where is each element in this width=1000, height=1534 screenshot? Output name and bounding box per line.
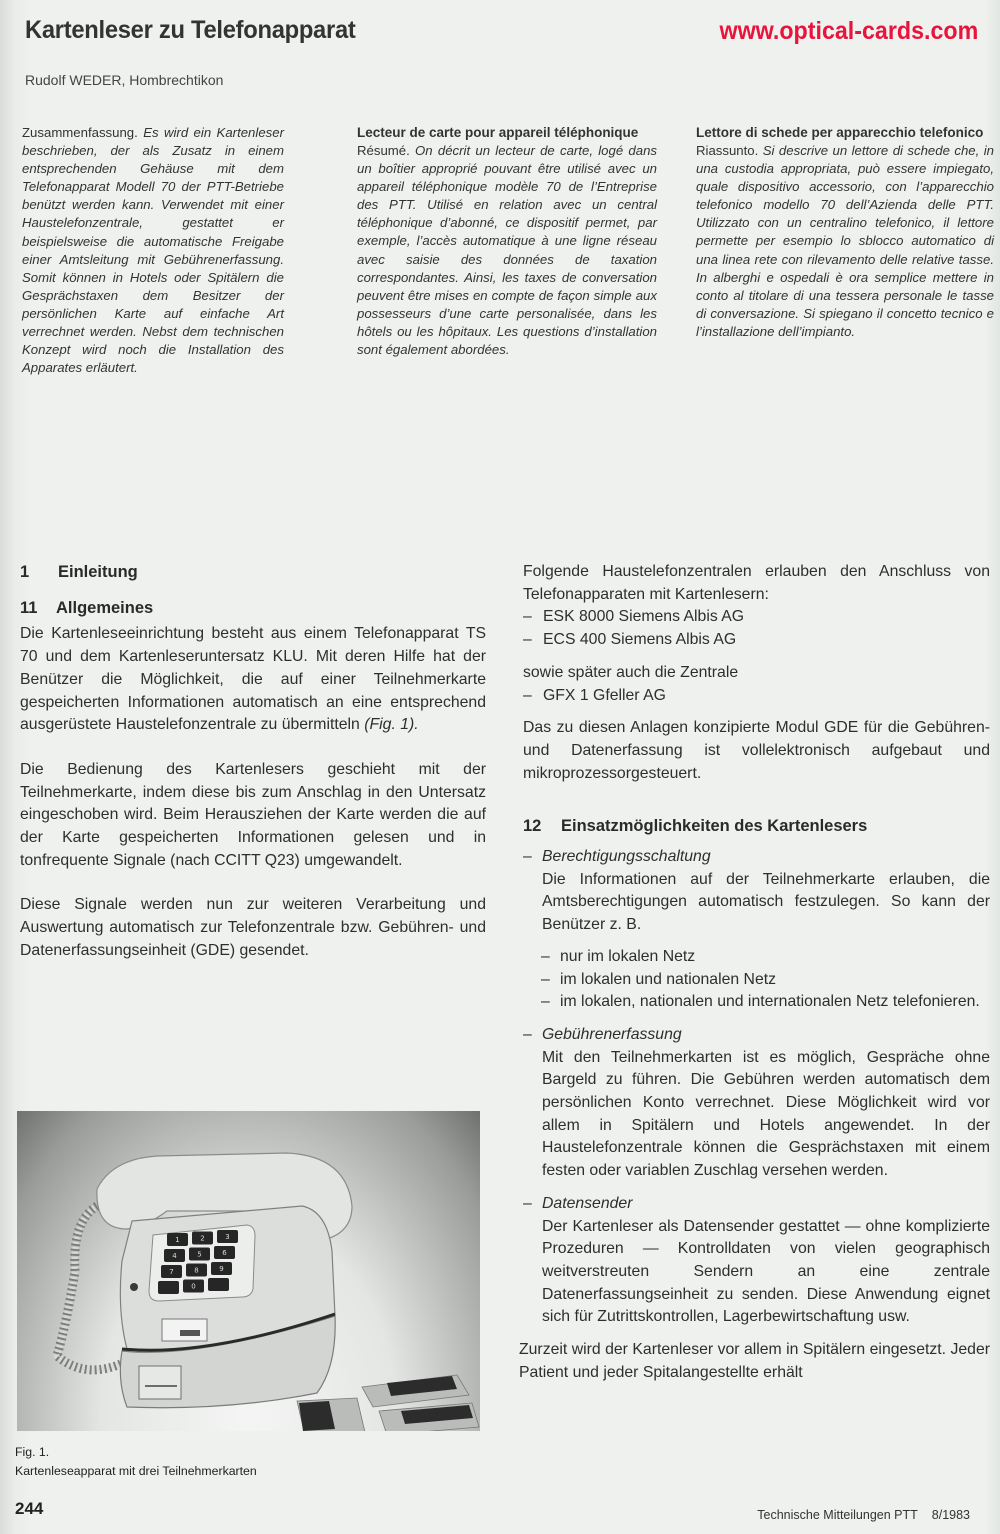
journal-name: Technische Mitteilungen PTT	[757, 1508, 918, 1522]
author-line: Rudolf WEDER, Hombrechtikon	[25, 72, 224, 88]
usage-item-heading: – Berechtigungsschaltung	[523, 846, 990, 869]
keypad-key-label: 9	[219, 1265, 224, 1273]
paragraph: sowie später auch die Zentrale	[523, 663, 739, 681]
section-title: Einsatzmöglichkeiten des Kartenlesers	[561, 817, 868, 836]
abstract-heading: Lettore di schede per apparecchio telefonico	[696, 125, 984, 140]
abstract-body: On décrit un lecteur de carte, logé dans un boîtier approprié pouvant être utilisé avec un appareil téléphonique modèle 70 de l’Entreprise des PTT. Utilisé en relation avec un central téléphonique d’abonné, ce dispositif permet, par exemple, l’accès automatique à une ligne réseau avec saisie des données de taxation correspondantes. Ainsi, les taxes de conversation peuvent être mises en compte de façon simple aux possesseurs d’une carte personalisée, dans les hôtels ou les hôpitaux. Les questions d’installation sont également abordées.	[357, 143, 657, 358]
figure-caption-text: Kartenleseapparat mit drei Teilnehmerkarten	[15, 1464, 257, 1478]
abstract-label: Riassunto.	[696, 143, 759, 158]
watermark-url[interactable]: www.optical-cards.com	[719, 17, 978, 45]
abstract-label: Résumé.	[357, 143, 410, 158]
permission-item: – nur im lokalen Netz	[541, 946, 990, 969]
journal-issue: 8/1983	[931, 1508, 970, 1522]
figure-label: Fig. 1.	[15, 1445, 50, 1459]
page-number: 244	[15, 1499, 44, 1518]
journal-footer	[757, 1508, 970, 1522]
section-title: Einleitung	[58, 563, 138, 581]
paragraph: Die Bedienung des Kartenlesers geschieht mit der Teilnehmerkarte, indem diese bis zum Anschlag in den Untersatz eingeschoben wird. Beim Herausziehen der Karte werden die auf der Karte gespeicherten Informationen gelesen und in tonfrequente Signale (nach CCITT Q23) umgewandelt.	[20, 760, 486, 869]
keypad-key-label: 2	[200, 1234, 205, 1243]
usage-item	[523, 1193, 990, 1329]
subscriber-card	[297, 1398, 367, 1431]
indicator-button	[130, 1283, 138, 1291]
label-logo	[180, 1330, 200, 1336]
keypad-key-label: 7	[169, 1268, 174, 1276]
card-slot[interactable]	[139, 1366, 181, 1399]
keypad-key	[158, 1281, 179, 1294]
right-column	[519, 561, 990, 1385]
abstract-french	[357, 124, 657, 359]
exchange-list	[523, 685, 990, 708]
usage-item-body: Mit den Teilnehmerkarten ist es möglich, Gespräche ohne Bargeld zu führen. Die Gebühren werden automatisch dem persönlichen Konto verrechnet. Diese Möglichkeit wird vor allem in Spitälern und Hotels angewendet. In der Haustelefonzentrale können die Gesprächstaxen mit einem festen oder variablen Zuschlag versehen werden.	[542, 1048, 990, 1180]
usage-item	[523, 1024, 990, 1183]
section-number: 11	[20, 598, 38, 617]
paragraph: Diese Signale werden nun zur weiteren Verarbeitung und Auswertung automatisch zur Telefonzentrale bzw. Gebühren- und Datenerfassungseinheit (GDE) gesendet.	[20, 896, 486, 959]
abstract-heading: Lecteur de carte pour appareil téléphonique	[357, 125, 639, 140]
article-title: Kartenleser zu Telefonapparat	[25, 16, 356, 44]
section-heading-1	[20, 561, 486, 584]
abstract-body: Si descrive un lettore di schede che, in una custodia appropriata, può essere impiegato, quale dispositivo accessorio, con l’apparecchio telefonico modello 70 dell’Azienda delle PTT. Utilizzato con un centralino telefonico, il lettore permette per esempio lo sblocco automatico di una linea rete con rilevamento delle relative tasse. In alberghi e ospedali è ora semplice mettere in conto al titolare di una tessera personale le tasse di conversazione. Si spiegano il concetto tecnico e l’installazione dell’impianto.	[696, 143, 994, 339]
exchange-list	[523, 606, 990, 651]
exchange-item: – ECS 400 Siemens Albis AG	[523, 629, 990, 652]
abstract-german	[22, 124, 284, 377]
section-number: 12	[523, 817, 542, 836]
usage-item-body: Die Informationen auf der Teilnehmerkarte erlauben, die Amtsberechtigungen automatisch festzulegen. So kann der Benützer z. B.	[542, 870, 990, 934]
keypad-key	[208, 1278, 229, 1291]
figure-caption	[15, 1443, 257, 1481]
section-heading-12	[523, 815, 990, 838]
keypad-key-label: 4	[172, 1252, 177, 1260]
usage-item-heading: – Gebührenerfassung	[523, 1024, 990, 1047]
keypad-key-label: 3	[225, 1233, 230, 1241]
keypad-key-label: 0	[191, 1282, 196, 1291]
paragraph-text: Die Kartenleseeinrichtung besteht aus einem Telefonapparat TS 70 und dem Kartenleseruntersatz KLU. Mit deren Hilfe hat der Benützer die Möglichkeit, die auf einer Teilnehmerkarte gespeicherten Informationen automatisch an eine entsprechend ausgerüstete Haustelefonzentrale zu übermitteln	[20, 625, 486, 734]
paragraph: Das zu diesen Anlagen konzipierte Modul GDE für die Gebühren- und Datenerfassung ist vollelektronisch aufgebaut und mikroprozessorgesteuert.	[523, 719, 990, 782]
left-column	[20, 561, 486, 963]
keypad-key-label: 8	[194, 1266, 199, 1275]
keypad-key-label: 6	[222, 1249, 227, 1257]
abstract-italian	[696, 124, 994, 341]
abstract-label: Zusammenfassung.	[22, 125, 138, 140]
abstract-body: Es wird ein Kartenleser beschrieben, der als Zusatz in einem entsprechenden Gehäuse mit dem Telefonapparat Modell 70 der PTT-Betriebe benützt werden kann. Verwendet mit einer Haustelefonzentrale, gestattet er beispielsweise die automatische Freigabe einer Amtsleitung mit Gebührenerfassung. Somit können in Hotels oder Spitälern die Gesprächstaxen dem Besitzer der persönlichen Karte auf einfache Art verrechnet werden. Nebst dem technischen Konzept wird noch die Installation des Apparates erläutert.	[22, 125, 284, 376]
usage-item-body: Der Kartenleser als Datensender gestattet — ohne komplizierte Prozeduren — Kontrolldaten von vielen geographisch weitverstreuten Sendern an eine zentrale Datenerfassungseinheit zu senden. Diese Anwendung eignet sich für Zutrittskontrollen, Lagerbewirtschaftung usw.	[542, 1217, 990, 1326]
section-number: 1	[20, 563, 30, 581]
usage-item	[523, 846, 990, 1014]
permission-item: – im lokalen, nationalen und internationalen Netz telefonieren.	[541, 991, 990, 1014]
telephone-card-reader-illustration	[17, 1111, 480, 1431]
usage-item-heading: – Datensender	[523, 1193, 990, 1216]
paragraph: Zurzeit wird der Kartenleser vor allem in Spitälern eingesetzt. Jeder Patient und jeder Spitalangestellte erhält	[519, 1341, 990, 1381]
permission-list	[541, 946, 990, 1014]
keypad-key-label: 1	[175, 1236, 180, 1244]
keypad-key-label: 5	[197, 1250, 202, 1259]
paragraph	[20, 623, 486, 737]
exchange-item: – GFX 1 Gfeller AG	[523, 685, 990, 708]
subscriber-card	[379, 1403, 479, 1431]
section-title: Allgemeines	[56, 598, 154, 617]
figure-photo	[17, 1111, 480, 1431]
exchange-item: – ESK 8000 Siemens Albis AG	[523, 606, 990, 629]
permission-item: – im lokalen und nationalen Netz	[541, 969, 990, 992]
section-heading-11	[20, 597, 486, 620]
subscriber-card	[362, 1375, 469, 1407]
paragraph: Folgende Haustelefonzentralen erlauben den Anschluss von Telefonapparaten mit Kartenlesern:	[523, 563, 990, 603]
figure-reference[interactable]: (Fig. 1).	[364, 716, 419, 734]
coiled-cord	[57, 1206, 127, 1370]
